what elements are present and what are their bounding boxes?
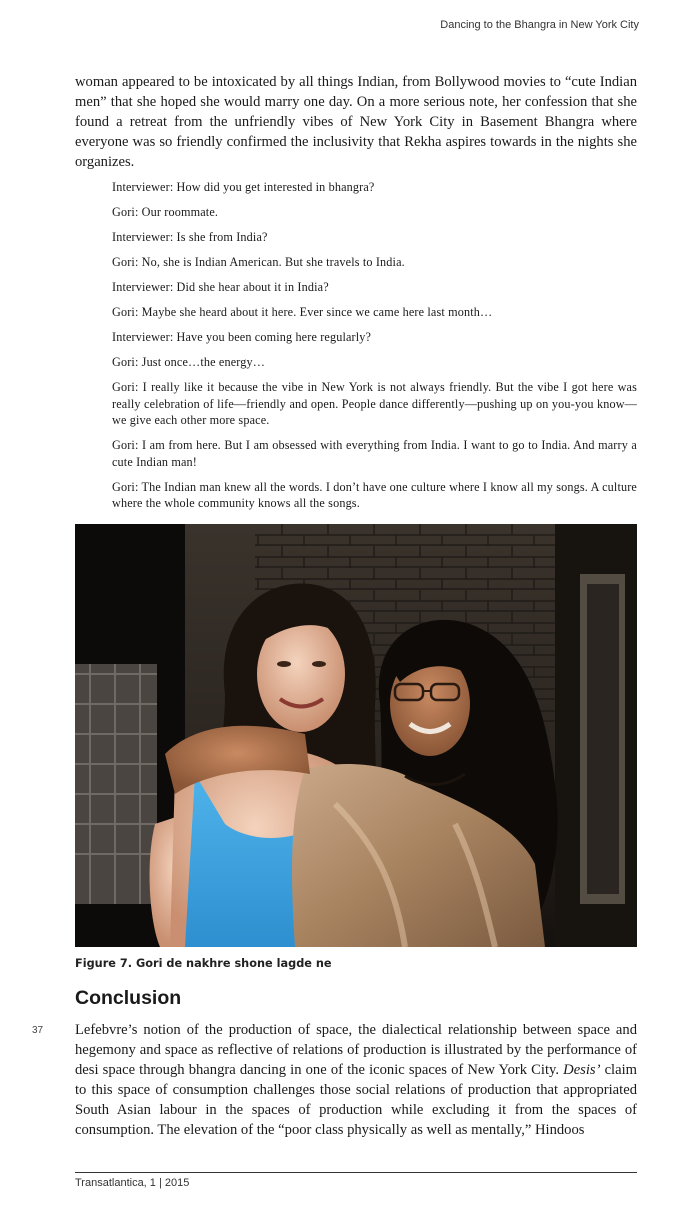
- dialogue-line: Gori: Our roommate.: [112, 205, 219, 219]
- conclusion-paragraph: [75, 1020, 637, 1140]
- dialogue-line: Gori: The Indian man knew all the words. I don’t have one culture where I know all my songs. A culture where the whole community knows all the songs.: [112, 479, 637, 510]
- dialogue-line: Interviewer: Did she hear about it in India?: [112, 280, 329, 294]
- footer: Transatlantica, 1 | 2015: [75, 1177, 190, 1189]
- conclusion-italic-word: Desis’: [563, 1062, 601, 1078]
- dialogue-line: Interviewer: How did you get interested in bhangra?: [112, 180, 375, 194]
- dialogue-line: Gori: I am from here. But I am obsessed with everything from India. I want to go to India. And marry a cute Indian man!: [112, 438, 637, 469]
- running-head: Dancing to the Bhangra in New York City: [440, 19, 639, 31]
- dialogue-line: Gori: No, she is Indian American. But she travels to India.: [112, 255, 405, 269]
- dialogue-line: Gori: I really like it because the vibe in New York is not always friendly. But the vibe I got here was really celebration of life—friendly and open. People dance differently—pushing up on you-you know—we give each other more space.: [112, 380, 637, 427]
- dialogue-line: Interviewer: Is she from India?: [112, 230, 268, 244]
- dialogue-line: Gori: Just once…the energy…: [112, 355, 266, 369]
- interview-dialogue: [112, 179, 637, 520]
- conclusion-text-part1: Lefebvre’s notion of the production of space, the dialectical relationship between space and hegemony and space as reflective of relations of production is illustrated by the performance of desi space through bhangra dancing in one of the iconic spaces of New York City.: [75, 1022, 637, 1078]
- section-heading: Conclusion: [75, 987, 182, 1009]
- paragraph-number: 37: [32, 1025, 44, 1036]
- dialogue-line: Interviewer: Have you been coming here regularly?: [112, 330, 372, 344]
- conclusion-text-part2: claim to this space of consumption challenges those social relations of production that appropriated South Asian labour in the spaces of production while excluding it from the spaces of consumption. The elevation of the “poor class physically as well as mentally,” Hindoos: [75, 1062, 637, 1138]
- figure-photo: [75, 524, 637, 947]
- figure-caption: Figure 7. Gori de nakhre shone lagde ne: [75, 957, 332, 970]
- footer-rule: [75, 1172, 637, 1173]
- intro-paragraph: woman appeared to be intoxicated by all things Indian, from Bollywood movies to “cute Indian men” that she hoped she would marry one day. On a more serious note, her confession that she found a retreat from the unfriendly vibes of New York City in Basement Bhangra where everyone was so friendly confirmed the inclusivity that Rekha aspires towards in the nights she organizes.: [75, 74, 637, 170]
- dialogue-line: Gori: Maybe she heard about it here. Ever since we came here last month…: [112, 305, 493, 319]
